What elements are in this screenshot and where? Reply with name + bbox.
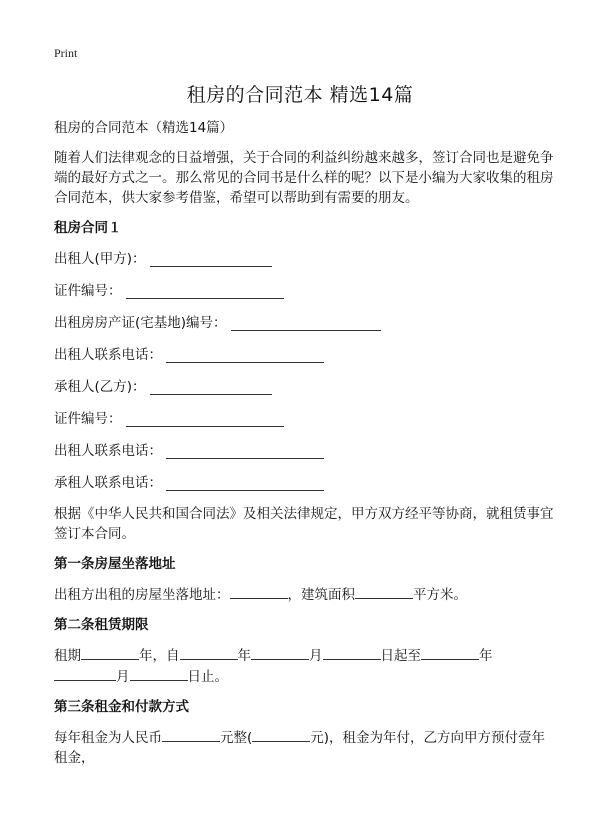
start-day-blank <box>323 645 381 660</box>
end-day-blank <box>130 666 188 681</box>
text-segment: 元整( <box>220 730 253 746</box>
field-lessor <box>54 248 554 270</box>
text-segment: 日止。 <box>187 669 228 685</box>
start-month-blank <box>251 645 309 660</box>
rent-amount-blank <box>162 727 220 742</box>
text-segment: 元)，租金为年付，乙方向甲方预付壹年租金， <box>54 730 546 766</box>
legal-basis-paragraph: 根据《中华人民共和国合同法》及相关法律规定，甲方双方经平等协商，就租赁事宜签订本合同。 <box>54 506 554 542</box>
field-label: 出租人联系电话： <box>54 443 162 459</box>
lessee-phone-blank <box>166 476 324 491</box>
text-segment: 平方米。 <box>413 587 467 603</box>
article-3-text <box>54 727 554 768</box>
text-segment: 年 <box>237 648 251 664</box>
lessee-id-blank <box>126 412 284 427</box>
article-1-text <box>54 584 554 605</box>
field-lessor-phone-2 <box>54 440 554 462</box>
text-segment: 月 <box>309 648 323 664</box>
article-2-text <box>54 645 554 687</box>
text-segment: 月 <box>116 669 130 685</box>
article-3-heading: 第三条租金和付款方式 <box>54 699 189 715</box>
intro-paragraph: 随着人们法律观念的日益增强，关于合同的利益纠纷越来越多，签订合同也是避免争端的最好方式之一。那么常见的合同书是什么样的呢？以下是小编为大家收集的租房合同范本，供大家参考借鉴，希望可以帮助到有需要的朋友。 <box>54 150 554 206</box>
field-label: 出租人联系电话： <box>54 347 162 363</box>
field-label: 出租人(甲方)： <box>54 251 146 267</box>
lessor-phone-2-blank <box>166 444 324 459</box>
text-segment: 日起至 <box>380 648 421 664</box>
address-blank <box>230 584 288 599</box>
lessor-id-blank <box>126 284 284 299</box>
article-1-heading: 第一条房屋坐落地址 <box>54 556 176 572</box>
field-lessee-id <box>54 408 554 430</box>
lessor-phone-blank <box>166 348 324 363</box>
text-segment: 年，自 <box>139 648 180 664</box>
field-lessor-phone <box>54 344 554 366</box>
document-body <box>54 118 554 778</box>
lessee-blank <box>150 380 272 395</box>
document-subtitle: 租房的合同范本（精选14篇） <box>54 120 234 136</box>
field-label: 出租房房产证(宅基地)编号： <box>54 315 227 331</box>
text-segment: 租期 <box>54 648 81 664</box>
start-year-blank <box>180 645 238 660</box>
field-label: 证件编号： <box>54 283 122 299</box>
text-segment: 年 <box>479 648 493 664</box>
field-lessor-id <box>54 280 554 302</box>
print-label[interactable]: Print <box>54 46 78 60</box>
field-lessee-phone <box>54 472 554 494</box>
field-label: 证件编号： <box>54 411 122 427</box>
field-property-cert <box>54 312 554 334</box>
term-years-blank <box>81 645 139 660</box>
article-2-heading: 第二条租赁期限 <box>54 617 149 633</box>
area-blank <box>355 584 413 599</box>
text-segment: 每年租金为人民币 <box>54 730 162 746</box>
property-cert-blank <box>231 316 381 331</box>
end-year-blank <box>421 645 479 660</box>
contract-heading: 租房合同１ <box>54 220 122 236</box>
rent-numeric-blank <box>252 727 310 742</box>
field-label: 承租人(乙方)： <box>54 379 146 395</box>
text-segment: ，建筑面积 <box>287 587 355 603</box>
end-month-blank <box>54 666 116 681</box>
field-lessee <box>54 376 554 398</box>
document-title: 租房的合同范本 精选14篇 <box>186 84 414 106</box>
lessor-blank <box>150 252 272 267</box>
field-label: 承租人联系电话： <box>54 475 162 491</box>
text-segment: 出租方出租的房屋坐落地址： <box>54 587 230 603</box>
